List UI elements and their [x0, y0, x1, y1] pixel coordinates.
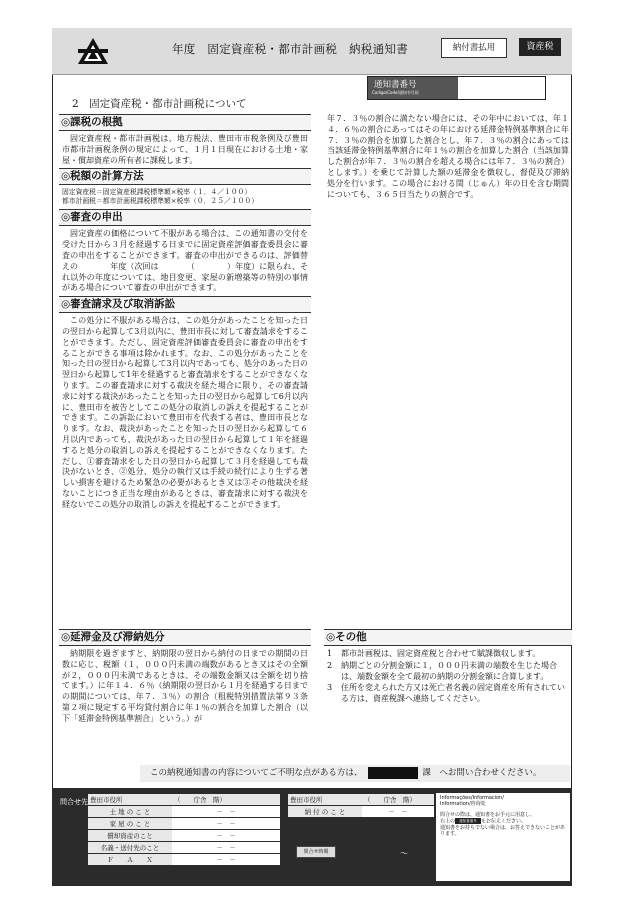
basis-title: ◎課税の根拠	[59, 114, 311, 131]
appeal-title: ◎審査請求及び取消訴訟	[59, 296, 311, 313]
contact-text-after: 課 へお問い合わせください。	[422, 768, 542, 778]
basis-text: 固定資産税・都市計画税は、地方税法、豊田市市税条例及び豊田市都市計画税条例の規定によって、１月１日現在における土地・家屋・償却資産の所有者に課税します。	[62, 134, 308, 165]
left-column-bottom	[62, 629, 308, 727]
review-title: ◎審査の申出	[59, 209, 311, 226]
notice-number-box	[367, 76, 546, 100]
payment-slip-button[interactable]: 納付書払用	[441, 38, 507, 58]
table-row: 家 屋 の こ と － －	[88, 818, 280, 830]
footer-label: 問合せ先	[60, 798, 88, 806]
info-text-1: 問合せの際は、通知書をお手元に用意し、	[440, 811, 536, 818]
hours-tilde: ～	[400, 849, 408, 858]
asset-tax-button[interactable]: 資産税	[519, 38, 561, 56]
review-text: 固定資産の価格について不服がある場合は、この通知書の交付を受けた日から３月を経過する日までに固定資産評価審査委員会に審査の申出をすることができます。審査の申出ができるのは、評価替えの 年度（次回は （ ）年度）に限られ、それ以外の年度については、地目変更、家屋の新増築等の特別の事情がある場合について審査の申出ができます。	[62, 229, 308, 293]
contact-hours-label: 問合せ時間	[296, 846, 336, 858]
info-box	[436, 793, 570, 881]
info-notice-box: 通知書番号	[455, 818, 481, 824]
city-office-label-2: 豊田市役所	[288, 794, 362, 806]
contact-line	[140, 765, 570, 782]
table-row: Ｆ Ａ Ｘ － －	[88, 854, 280, 866]
other-title: ◎その他	[324, 629, 572, 646]
right-column	[327, 114, 569, 202]
table-row: 償却資産のこと － －	[88, 830, 280, 842]
delinquency-text: 納期限を過ぎますと、納期限の翌日から納付の日までの期間の日数に応じ、税額（１，０００円未満の端数があるとき又はその全額が２，０００円未満であるときは、その端数金額又は全額を切り捨てます。）に年１４．６％（納期限の翌日から１月を経過する日までの期間については、年７．３％）の割合（租税特別措置法第９３条第２項に規定する平均貸付割合に年１％の割合を加算した割合（以下「延滞金特例基準割合」という。）が	[62, 649, 308, 723]
extension-label: （ 庁舎 階）	[172, 794, 280, 806]
other-list	[327, 649, 569, 705]
table-row: 土 地 の こ と － －	[88, 806, 280, 818]
info-lang-line-2: Information/咨询处	[440, 801, 486, 808]
city-emblem-icon	[76, 36, 110, 66]
info-lang-line-1: Informações/Informacion/	[440, 795, 504, 801]
city-office-label: 豊田市役所	[88, 794, 172, 806]
right-column-bottom	[327, 629, 569, 706]
contact-text-before: この納税通知書の内容についてご不明な点がある方は、	[150, 768, 363, 778]
calc-line-2: 都市計画税＝都市計画税課税標準額×税率（０．２５／１００）	[62, 197, 259, 206]
info-text-4: 通知書をお持ちでない場合は、お答えできないことがあります。	[440, 824, 565, 837]
appeal-text: この処分に不服がある場合は、この処分があったことを知った日の翌日から起算して3月以内に、豊田市長に対して審査請求をすることができます。ただし、固定資産評価審査委員会に審査の申出をすることができる事項は除かれます。なお、この処分があったことを知った日の翌日から起算して3月以内であっても、処分のあった日の翌日から起算して1年を経過すると審査請求をすることができなくなります。この審査請求に対する裁決を経た場合に限り、その審査請求に対する裁決があったことを知った日の翌日から起算して6月以内に、豊田市を被告としてこの処分の取消しの訴えを提起することができます。この訴訟において豊田市を代表する者は、豊田市長となります。なお、裁決があったことを知った日の翌日から起算して６月以内であっても、裁決があった日の翌日から起算して１年を経過すると処分の取消しの訴えを提起することができなくなります。ただし、①審査請求をした日の翌日から起算して３月を経過しても裁決がないとき、②処分、処分の執行又は手続の続行により生ずる著しい損害を避けるため緊急の必要があるとき又は③その他裁決を経ないことにつき正当な理由があるときは、審査請求に対する裁決を経ないでこの処分の取消しの訴えを提起することができます。	[62, 316, 308, 509]
calc-title: ◎税額の計算方法	[59, 168, 311, 185]
notice-number-label: 通知書番号	[374, 80, 417, 90]
left-column	[62, 114, 308, 513]
delinquency-continued: 年７．３％の割合に満たない場合には、その年中においては、年１４．６％の割合にあってはその年における延滞金特例基準割合に年７．３％の割合を加算した割合とし、年７．３％の割合にあっては当該延滞金特例基準割合に年１％の割合を加算した割合（当該加算した割合が年７．３％の割合を超える場合には年７．３％の割合）とします。）を乗じて計算した額の延滞金を徴収し、督促及び滞納処分を行います。この場合における閏（じゅん）年の日を含む期間についても、３６５日当たりの割合です。	[327, 114, 569, 199]
calc-line-1: 固定資産税＝固定資産税課税標準額×税率（１．４／１００）	[62, 188, 252, 197]
contact-table-left	[88, 793, 280, 865]
notice-number-label-bg	[368, 77, 458, 99]
list-item: 3 住所を変えられた方又は死亡者名義の固定資産を所有されている方は、資産税課へ連絡してください。	[327, 683, 565, 704]
contact-table-right	[288, 793, 434, 817]
list-item: 1 都市計画税は、固定資産税と合わせて賦課徴収します。	[327, 649, 541, 658]
department-box	[368, 767, 418, 779]
info-text-2-line: 右上の 通知書番号 をお伝えください。	[440, 818, 527, 825]
list-item: 2 納期ごとの分割金額に１，０００円未満の端数を生じた場合は、端数金額を全て最初の納期の分割金額に合算します。	[327, 660, 557, 681]
notice-number-sublabel: Codigo/Code/通知书号码	[372, 90, 419, 95]
main-heading: 2 固定資産税・都市計画税について	[72, 98, 247, 110]
table-row: 納 付 の こ と － －	[288, 806, 434, 818]
table-row: 名義・送付先のこと － －	[88, 842, 280, 854]
extension-label-2: （ 庁舎 階）	[362, 794, 434, 806]
page-title: 年度 固定資産税・都市計画税 納税通知書	[172, 42, 408, 56]
delinquency-title: ◎延滞金及び滞納処分	[59, 629, 311, 646]
